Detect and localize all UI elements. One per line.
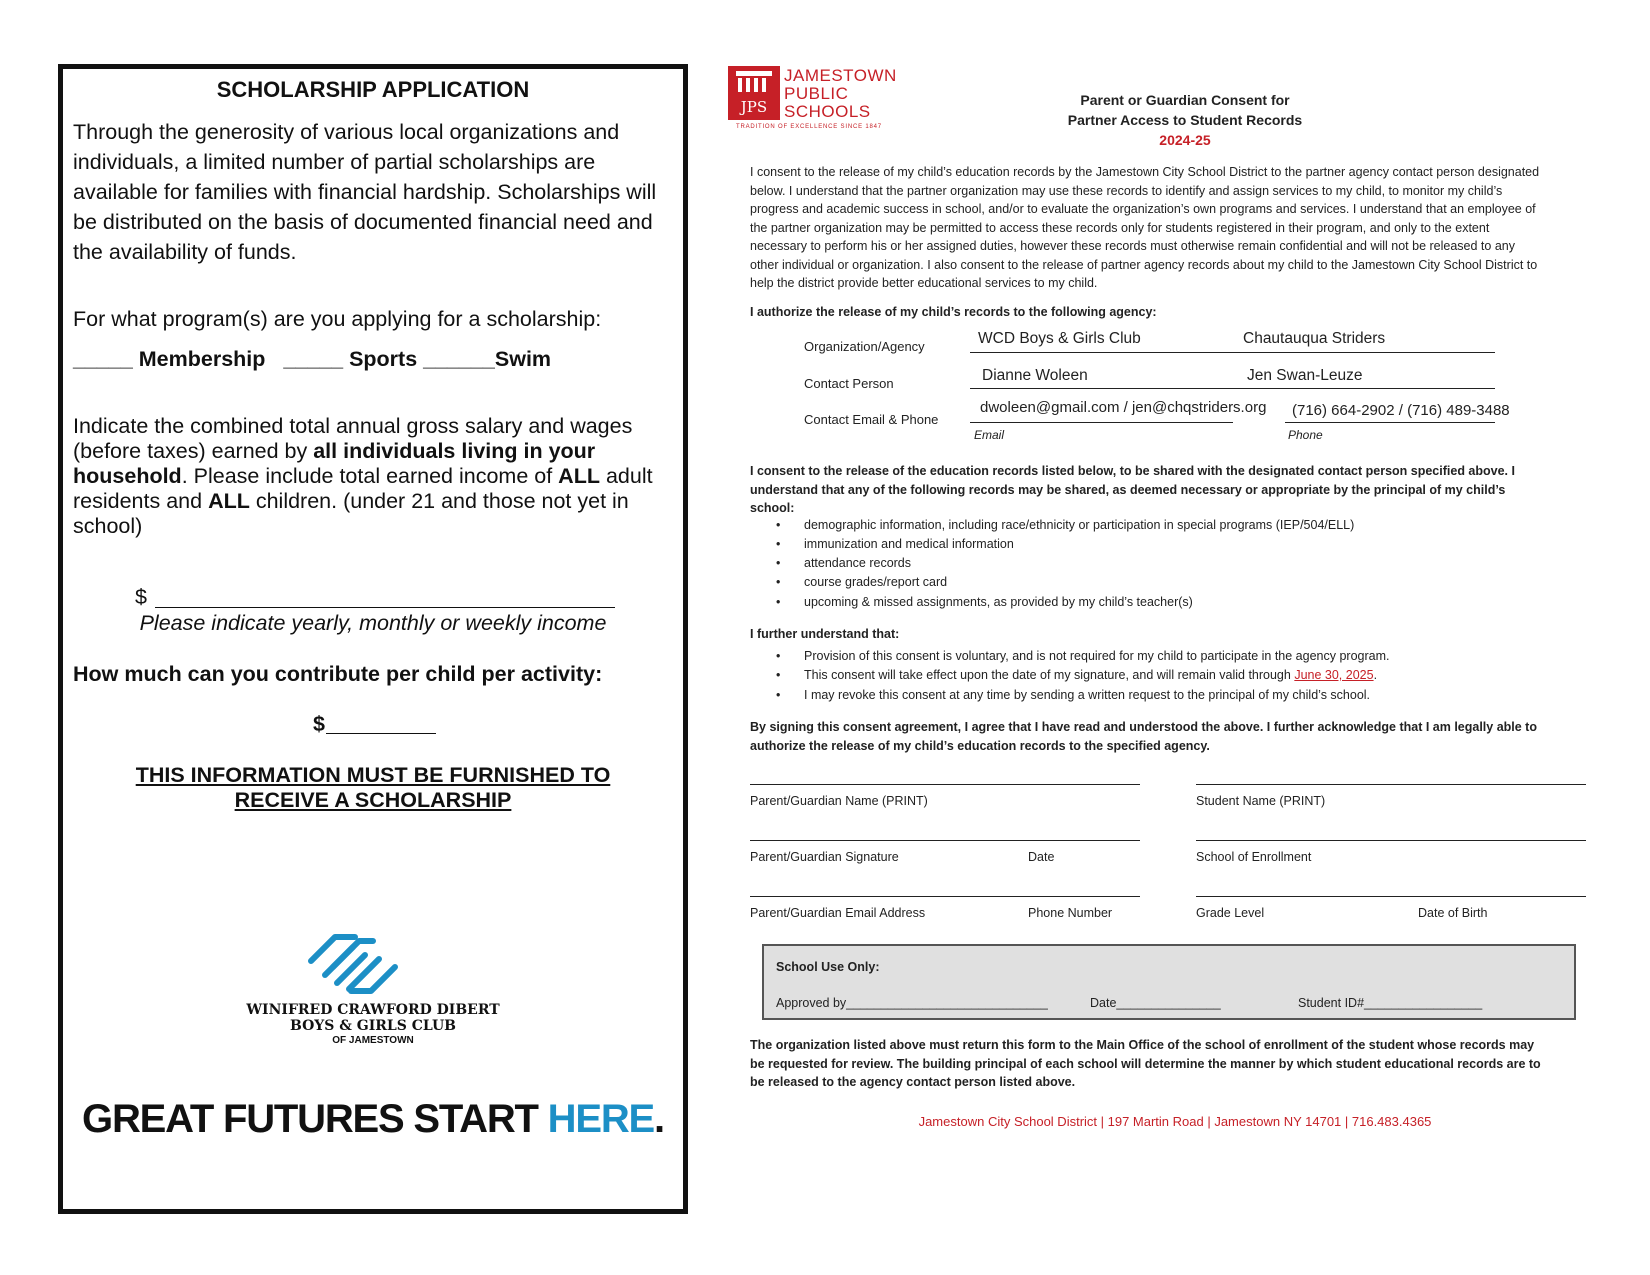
income-text-1: Indicate the combined total annual gross salary and wages (before taxes) earned by (73, 414, 633, 463)
income-note: Please indicate yearly, monthly or weekly income (139, 611, 607, 635)
parent-name-label: Parent/Guardian Name (PRINT) (750, 794, 928, 808)
organization-label: Organization/Agency (804, 339, 925, 354)
records-item: • upcoming & missed assignments, as provided by my child’s teacher(s) (780, 595, 1193, 609)
grade-level-label: Grade Level (1196, 906, 1265, 920)
student-name-label: Student Name (PRINT) (1196, 794, 1326, 808)
form-year: 2024-25 (1159, 132, 1211, 148)
contact-email-value[interactable]: dwoleen@gmail.com / jen@chqstriders.org (980, 399, 1267, 416)
contact-phone-value[interactable]: (716) 664-2902 / (716) 489-3488 (1292, 402, 1510, 419)
records-item: • demographic information, including race/ethnicity or participation in special programs (IEP/504/ELL) (780, 518, 1354, 532)
parent-signature-label: Parent/Guardian Signature (750, 850, 899, 864)
income-dollar-sign: $ (135, 585, 147, 609)
income-text-2: . Please include total earned income of (181, 464, 559, 488)
contribute-question: How much can you contribute per child per activity: (73, 662, 603, 686)
notice-line-2: RECEIVE A SCHOLARSHIP (234, 788, 512, 812)
form-title-line-2: Partner Access to Student Records (1067, 112, 1303, 128)
income-bold-2: ALL (558, 464, 600, 488)
further-item: • I may revoke this consent at any time by sending a written request to the principal of my child’s school. (780, 688, 1370, 702)
consent-form-panel (700, 60, 1650, 1275)
further-item: • Provision of this consent is voluntary, and is not required for my child to participate in the agency program. (780, 649, 1389, 663)
district-motto: TRADITION OF EXCELLENCE SINCE 1847 (736, 124, 882, 130)
tagline-end: . (654, 1097, 664, 1141)
school-enrollment-line[interactable] (1196, 840, 1586, 841)
school-enrollment-label: School of Enrollment (1196, 850, 1312, 864)
student-id-field[interactable]: Student ID#_________________ (1298, 996, 1483, 1010)
tagline-accent: HERE (547, 1097, 655, 1141)
grade-level-line[interactable] (1196, 896, 1586, 897)
return-paragraph: The organization listed above must return this form to the Main Office of the school of enrollment of the student whose records may be requested for review. The building principal of each school will determine the manner by which student educational records are to be released to the agency contact person listed above. (750, 1038, 1541, 1089)
phone-line (1285, 422, 1495, 423)
jps-letters: JPS (740, 98, 768, 116)
contact-person-value-1[interactable]: Dianne Woleen (982, 367, 1088, 384)
notice-line-1: THIS INFORMATION MUST BE FURNISHED TO (135, 763, 611, 787)
school-use-heading: School Use Only: (776, 960, 880, 974)
program-question: For what program(s) are you applying for a scholarship: (73, 307, 602, 331)
scholarship-title: SCHOLARSHIP APPLICATION (216, 77, 530, 102)
income-text-3: adult residents and (73, 464, 653, 513)
scholarship-intro: Through the generosity of various local organizations and individuals, a limited number of partial scholarships are available for families with financial hardship. Scholarships will be distributed on the basis of documented financial need and the availability of funds. (73, 120, 657, 264)
parent-email-line[interactable] (750, 896, 1140, 897)
email-caption: Email (974, 428, 1005, 442)
valid-through-link[interactable]: June 30, 2025 (1294, 668, 1374, 682)
organization-line (970, 352, 1495, 353)
student-name-line[interactable] (1196, 784, 1586, 785)
date-label: Date (1028, 850, 1055, 864)
contact-person-label: Contact Person (804, 376, 894, 391)
contact-person-value-2[interactable]: Jen Swan-Leuze (1247, 367, 1363, 384)
income-question (73, 414, 683, 539)
district-name-1: JAMESTOWN (784, 66, 897, 85)
club-name-line-2: BOYS & GIRLS CLUB (289, 1018, 456, 1034)
income-bold-1: all individuals living in your household (73, 439, 596, 488)
jps-pillar-icon (728, 66, 780, 123)
signing-paragraph: By signing this consent agreement, I agree that I have read and understood the above. I further acknowledge that I am legally able to authorize the release of my child’s education records to the specified agency. (750, 720, 1537, 753)
district-name-3: SCHOOLS (784, 102, 871, 121)
authorize-heading: I authorize the release of my child’s records to the following agency: (750, 305, 1157, 319)
school-use-date-field[interactable]: Date_______________ (1090, 996, 1221, 1010)
records-item: • immunization and medical information (780, 537, 1014, 551)
income-text-4: children. (under 21 and those not yet in school) (73, 489, 629, 538)
phone-caption: Phone (1288, 428, 1323, 442)
date-of-birth-label: Date of Birth (1418, 906, 1488, 920)
further-heading: I further understand that: (750, 627, 900, 641)
club-name-line-3: OF JAMESTOWN (332, 1035, 414, 1046)
parent-signature-line[interactable] (750, 840, 1140, 841)
tagline (63, 1097, 683, 1142)
parent-email-label: Parent/Guardian Email Address (750, 906, 926, 920)
phone-number-label: Phone Number (1028, 906, 1113, 920)
records-heading: I consent to the release of the education records listed below, to be shared with the designated contact person specified above. I understand that any of the following records may be shared, as deemed necessary or appropriate by the principal of my child’s school: (750, 464, 1515, 515)
contact-person-line (970, 388, 1495, 389)
form-title-line-1: Parent or Guardian Consent for (1080, 92, 1290, 108)
club-name-line-1: WINIFRED CRAWFORD DIBERT (246, 1002, 500, 1018)
records-item: • attendance records (780, 556, 911, 570)
school-use-box (762, 944, 1576, 1020)
tagline-main: GREAT FUTURES START (82, 1097, 548, 1141)
parent-name-line[interactable] (750, 784, 1140, 785)
approved-by-field[interactable]: Approved by_____________________________ (776, 996, 1048, 1010)
records-item: • course grades/report card (780, 575, 947, 589)
organization-value-2[interactable]: Chautauqua Striders (1243, 330, 1386, 347)
income-bold-3: ALL (208, 489, 250, 513)
required-notice (63, 763, 683, 813)
handshake-icon (303, 931, 403, 1002)
district-name-2: PUBLIC (784, 84, 849, 103)
scholarship-application-panel (58, 64, 688, 1214)
email-line (970, 422, 1233, 423)
further-item: • This consent will take effect upon the date of my signature, and will remain valid through June 30, 2025. (780, 668, 1377, 682)
contribute-dollar-sign: $ (313, 712, 325, 736)
contribute-blank-line[interactable] (326, 733, 436, 734)
consent-paragraph: I consent to the release of my child’s education records by the Jamestown City School District to the partner agency contact person designated below. I understand that the partner organization may use these records to identify and assign services to my child, to monitor my child’s progress and academic success in school, and/or to evaluate the organization’s own programs and services. I understand that an employee of the partner organization may be permitted to access these records only for students registered in their program, and only to the extent necessary to perform his or her assigned duties, however these records must otherwise remain confidential and will not be released to any other individual or organization. I also consent to the release of partner agency records about my child to the Jamestown City School District to help the district provide better educational services to my child. (750, 165, 1540, 290)
valid-suffix: . (1373, 668, 1378, 682)
district-footer: Jamestown City School District | 197 Martin Road | Jamestown NY 14701 | 716.483.4365 (918, 1114, 1432, 1129)
contact-email-phone-label: Contact Email & Phone (804, 412, 939, 427)
program-choices: _____ Membership _____ Sports ______Swim (73, 347, 552, 371)
organization-value-1[interactable]: WCD Boys & Girls Club (978, 330, 1141, 347)
income-blank-line[interactable] (155, 607, 615, 608)
